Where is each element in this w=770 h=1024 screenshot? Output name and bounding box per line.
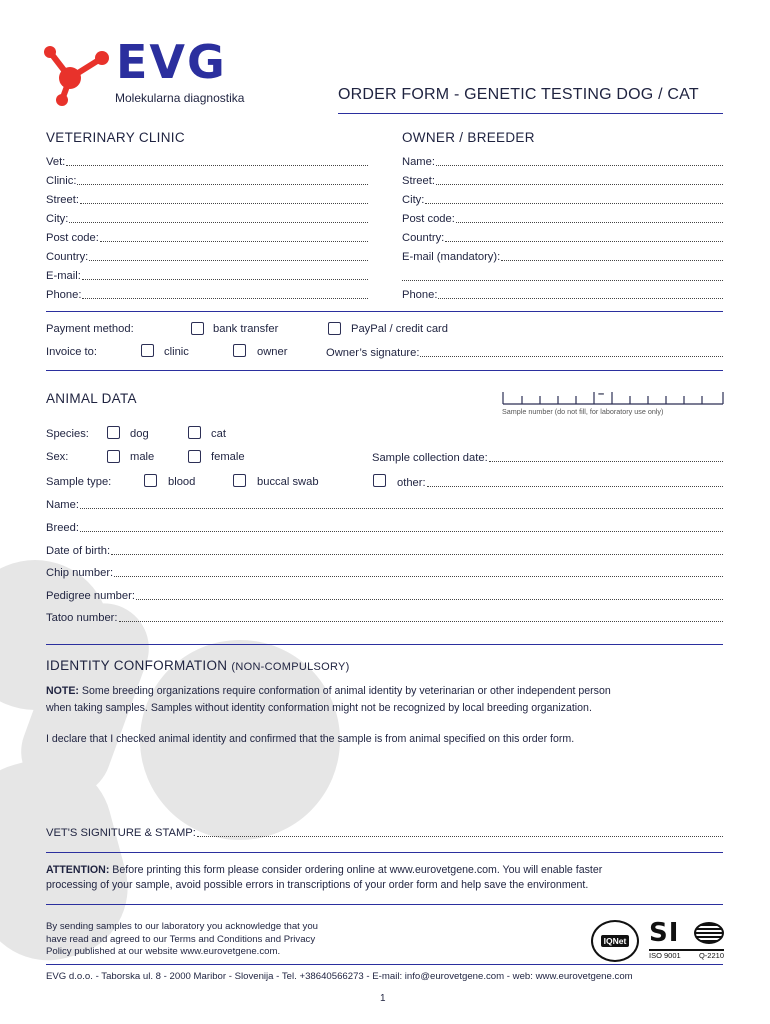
section-divider-identity — [46, 644, 723, 645]
field-label: Owner’s signature: — [326, 347, 420, 359]
si-certificate-icon — [649, 918, 724, 962]
invoice-clinic-label: clinic — [164, 346, 189, 358]
invoice-clinic-checkbox[interactable] — [141, 344, 154, 357]
owner-phone-field[interactable] — [402, 287, 723, 301]
page-number: 1 — [380, 993, 386, 1004]
sex-male-checkbox[interactable] — [107, 450, 120, 463]
field-label: Tatoo number: — [46, 612, 118, 624]
field-label: Clinic: — [46, 175, 77, 187]
species-dog-checkbox[interactable] — [107, 426, 120, 439]
field-label: other: — [397, 477, 426, 489]
logo-subtitle: Molekularna diagnostika — [115, 91, 245, 105]
attention-label: ATTENTION: — [46, 864, 110, 876]
field-label: Country: — [46, 251, 89, 263]
owner-city-field[interactable] — [402, 192, 723, 206]
field-label: Post code: — [402, 213, 455, 225]
si-logo — [649, 918, 724, 948]
field-label: Phone: — [402, 289, 438, 301]
sample-type-label: Sample type: — [46, 476, 112, 488]
terms-notice — [46, 921, 406, 959]
sample-number-dash: – — [598, 388, 605, 400]
payment-method-label: Payment method: — [46, 323, 134, 335]
field-label: City: — [402, 194, 425, 206]
section-divider-terms — [46, 904, 723, 905]
field-label: Vet: — [46, 156, 66, 168]
identity-title-text: IDENTITY CONFORMATION — [46, 658, 228, 673]
species-cat-label: cat — [211, 428, 226, 440]
animal-pedigree-field[interactable] — [46, 588, 723, 602]
field-label: Sample collection date: — [372, 452, 488, 464]
evg-molecule-logo-icon — [40, 40, 118, 108]
terms-line-1: By sending samples to our laboratory you acknowledge that you — [46, 921, 318, 932]
field-label: City: — [46, 213, 69, 225]
field-label: Phone: — [46, 289, 82, 301]
sample-buccal-swab-checkbox[interactable] — [233, 474, 246, 487]
section-divider-payment — [46, 311, 723, 312]
field-label: Post code: — [46, 232, 99, 244]
clinic-city-field[interactable] — [46, 211, 368, 225]
field-label: Breed: — [46, 522, 79, 534]
iso-text: ISO 9001 — [649, 951, 681, 960]
clinic-field[interactable] — [46, 173, 368, 187]
identity-section-title — [46, 658, 350, 673]
sex-male-label: male — [130, 451, 155, 463]
footer-divider — [46, 964, 723, 965]
sample-blood-checkbox[interactable] — [144, 474, 157, 487]
attention-line-1 — [46, 863, 736, 878]
paypal-label: PayPal / credit card — [351, 323, 449, 335]
bank-transfer-label: bank transfer — [213, 323, 279, 335]
animal-chip-field[interactable] — [46, 565, 723, 579]
logo-text: EVG — [116, 35, 227, 89]
field-label: Date of birth: — [46, 545, 111, 557]
attention-notice — [46, 863, 736, 893]
clinic-country-field[interactable] — [46, 249, 368, 263]
species-dog-label: dog — [130, 428, 149, 440]
field-label: Country: — [402, 232, 445, 244]
sample-number-boxes — [500, 387, 726, 407]
si-badge-footer — [649, 949, 724, 963]
animal-section-title: ANIMAL DATA — [46, 391, 137, 406]
species-cat-checkbox[interactable] — [188, 426, 201, 439]
iqnet-badge-text: IQNet — [601, 935, 630, 947]
owner-section-title: OWNER / BREEDER — [402, 130, 535, 145]
field-label: Street: — [402, 175, 435, 187]
field-label: Name: — [402, 156, 435, 168]
sample-other-checkbox[interactable] — [373, 474, 386, 487]
owner-signature-field[interactable] — [326, 345, 723, 359]
owner-name-field[interactable] — [402, 154, 723, 168]
note-line2-text: when taking samples. Samples without identity conformation might not be recognized by local breeding organization. — [46, 702, 592, 714]
field-label: Street: — [46, 194, 79, 206]
sample-blood-label: blood — [168, 476, 196, 488]
field-label: Name: — [46, 499, 79, 511]
terms-line-3: Policy published at our website www.eurovetgene.com. — [46, 946, 281, 957]
section-divider-attention — [46, 852, 723, 853]
clinic-phone-field[interactable] — [46, 287, 368, 301]
identity-title-note: (NON-COMPULSORY) — [231, 661, 350, 673]
identity-note-line-1 — [46, 683, 736, 700]
sex-label: Sex: — [46, 451, 69, 463]
field-label: Chip number: — [46, 567, 114, 579]
terms-line-2: have read and agreed to our Terms and Conditions and Privacy — [46, 933, 316, 945]
document-title: ORDER FORM - GENETIC TESTING DOG / CAT — [338, 86, 699, 103]
field-label: E-mail: — [46, 270, 81, 282]
animal-dob-field[interactable] — [46, 543, 723, 557]
field-label: VET'S SIGNITURE & STAMP: — [46, 827, 196, 839]
si-stripes-icon — [694, 922, 724, 944]
invoice-to-label: Invoice to: — [46, 346, 97, 358]
note-line1-text: Some breeding organizations require conformation of animal identity by veterinarian or other independent person — [78, 685, 611, 697]
invoice-owner-checkbox[interactable] — [233, 344, 246, 357]
bank-transfer-checkbox[interactable] — [191, 322, 204, 335]
owner-street-field[interactable] — [402, 173, 723, 187]
paypal-checkbox[interactable] — [328, 322, 341, 335]
animal-breed-field[interactable] — [46, 520, 723, 534]
field-label: E-mail (mandatory): — [402, 251, 501, 263]
identity-note — [46, 683, 736, 717]
field-label: Pedigree number: — [46, 590, 135, 602]
owner-email-extra-line[interactable] — [402, 280, 723, 281]
clinic-street-field[interactable] — [46, 192, 368, 206]
attention-line2-text: processing of your sample, avoid possible errors in transcriptions of your order form and help save the environment. — [46, 879, 589, 891]
owner-country-field[interactable] — [402, 230, 723, 244]
sample-buccal-swab-label: buccal swab — [257, 476, 319, 488]
animal-name-field[interactable] — [46, 497, 723, 511]
header-divider — [338, 113, 723, 114]
attention-line1-text: Before printing this form please consider ordering online at www.eurovetgene.com. You will enable faster — [109, 864, 603, 876]
animal-tatoo-field[interactable] — [46, 610, 723, 624]
q-text: Q-2210 — [698, 951, 724, 960]
sex-female-checkbox[interactable] — [188, 450, 201, 463]
sample-collection-date-field[interactable] — [372, 450, 723, 464]
vet-signature-field[interactable] — [46, 825, 723, 839]
clinic-post-code-field[interactable] — [46, 230, 368, 244]
invoice-owner-label: owner — [257, 346, 288, 358]
identity-declaration: I declare that I checked animal identity and confirmed that the sample is from animal specified on this order form. — [46, 733, 575, 745]
note-label: NOTE: — [46, 685, 79, 697]
owner-email-field[interactable] — [402, 249, 723, 263]
sex-female-label: female — [211, 451, 245, 463]
clinic-section-title: VETERINARY CLINIC — [46, 130, 185, 145]
vet-field[interactable] — [46, 154, 368, 168]
clinic-email-field[interactable] — [46, 268, 368, 282]
sample-number-note: Sample number (do not fill, for laboratory use only) — [502, 407, 664, 416]
footer-address: EVG d.o.o. - Taborska ul. 8 - 2000 Maribor - Slovenija - Tel. +38640566273 - E-mail: info@eurovetgene.com - web: www.eurovetgene.com — [46, 971, 633, 982]
iqnet-badge-icon — [591, 920, 639, 962]
species-label: Species: — [46, 428, 89, 440]
owner-post-code-field[interactable] — [402, 211, 723, 225]
si-text: SI — [649, 918, 680, 948]
sample-other-field[interactable] — [397, 475, 723, 489]
section-divider-animal — [46, 370, 723, 371]
